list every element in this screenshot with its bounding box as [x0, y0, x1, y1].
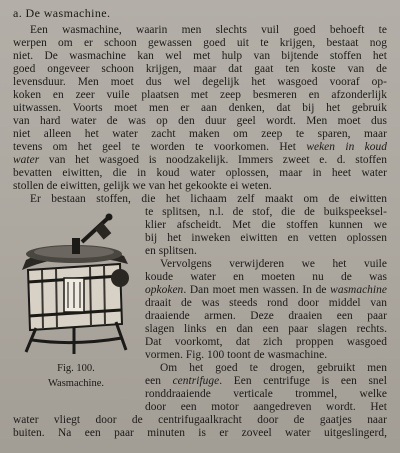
text-line: van hard water de was op den duur geel wordt. Men moet dus	[13, 115, 387, 127]
text-line: Dat voorkomt, dat zich proppen wasgoed	[145, 336, 387, 348]
italic-fragment: wasmachine	[330, 284, 387, 296]
text-line: bevatten eiwitten, die in koud water oplossen, maar in heet water	[13, 167, 387, 179]
text-line: koken en zeer vuile plaatsen met zeep besmeren en afzonderlijk	[13, 89, 387, 101]
text-fragment: van het wasgoed is noodzakelijk. Immers zweet e. d. stoffen	[39, 154, 387, 166]
text-line: water vliegt door de centrifugaalkracht door de gaatjes naar	[13, 414, 387, 426]
text-line: stollen de eiwitten, gelijk we van het gekookte ei weten.	[13, 180, 272, 192]
text-line: Een wasmachine, waarin men slechts vuil goed behoeft te	[30, 24, 387, 36]
section-heading: a. De wasmachine.	[13, 6, 111, 20]
text-line: goed ongeveer schoon krijgen, maar dat gaat ten koste van de	[13, 63, 387, 75]
text-line: levensduur. Men moet dus wel degelijk het wasgoed vooraf op-	[13, 76, 387, 88]
text-fragment: . Dan moet men wassen. In de	[183, 284, 331, 296]
text-line	[13, 154, 387, 167]
text-line: werpen om er schoon gewassen goed uit te krijgen, bestaat nog	[13, 37, 387, 49]
text-line: niet alleen het water zacht maken om zeep te sparen, maar	[13, 128, 387, 140]
text-line: vormen. Fig. 100 toont de wasmachine.	[145, 349, 328, 361]
text-line: en splitsen.	[145, 245, 197, 257]
washing-machine-illustration	[12, 212, 142, 360]
text-line	[145, 284, 387, 297]
italic-fragment: centrifuge	[172, 375, 220, 387]
text-line: koude water en moeten nu de was	[145, 271, 387, 283]
text-line: slagen links en dan een paar slagen rechts.	[145, 323, 387, 335]
italic-fragment: weken in koud	[306, 141, 388, 153]
text-line: uitwassen. Voorts moet men er aan denken, dat bij het gebruik	[13, 102, 387, 114]
text-line: Vervolgens verwijderen we het vuile	[160, 258, 387, 270]
text-line: Om het goed te drogen, gebruikt men	[160, 362, 387, 374]
text-line: te splitsen, n.l. de stof, die de buikspeeksel-	[145, 206, 387, 218]
text-line: niet. De wasmachine kan wel met hulp van bijtende stoffen het	[13, 50, 387, 62]
text-line: door een motor aangedreven wordt. Het	[145, 401, 387, 413]
text-line	[13, 141, 387, 154]
figure-number: Fig. 100.	[57, 363, 95, 374]
text-line: klier afscheidt. Met die stoffen kunnen we	[145, 219, 387, 231]
text-line: Er bestaan stoffen, die het lichaam zelf maakt om de eiwitten	[30, 193, 387, 205]
text-line	[145, 375, 387, 388]
text-line: ronddraaiende verticale trommel, welke	[145, 388, 387, 400]
text-line: bij het inweken eiwitten en vetten oplossen	[145, 232, 387, 244]
text-fragment: . Een centrifuge is een snel	[219, 375, 387, 387]
text-fragment: tevens om het geel te worden te voorkomen. Het	[13, 141, 307, 153]
text-line: draait de was steeds rond door middel van	[145, 297, 387, 309]
italic-fragment: water	[13, 154, 40, 166]
figure-caption: Wasmachine.	[47, 378, 104, 389]
text-line: buiten. Na een paar minuten is er zoveel water uitgeslingerd,	[13, 427, 387, 439]
text-fragment: een	[145, 375, 173, 387]
text-line: draaiende armen. Deze draaien een paar	[145, 310, 387, 322]
italic-fragment: opkoken	[145, 284, 184, 296]
